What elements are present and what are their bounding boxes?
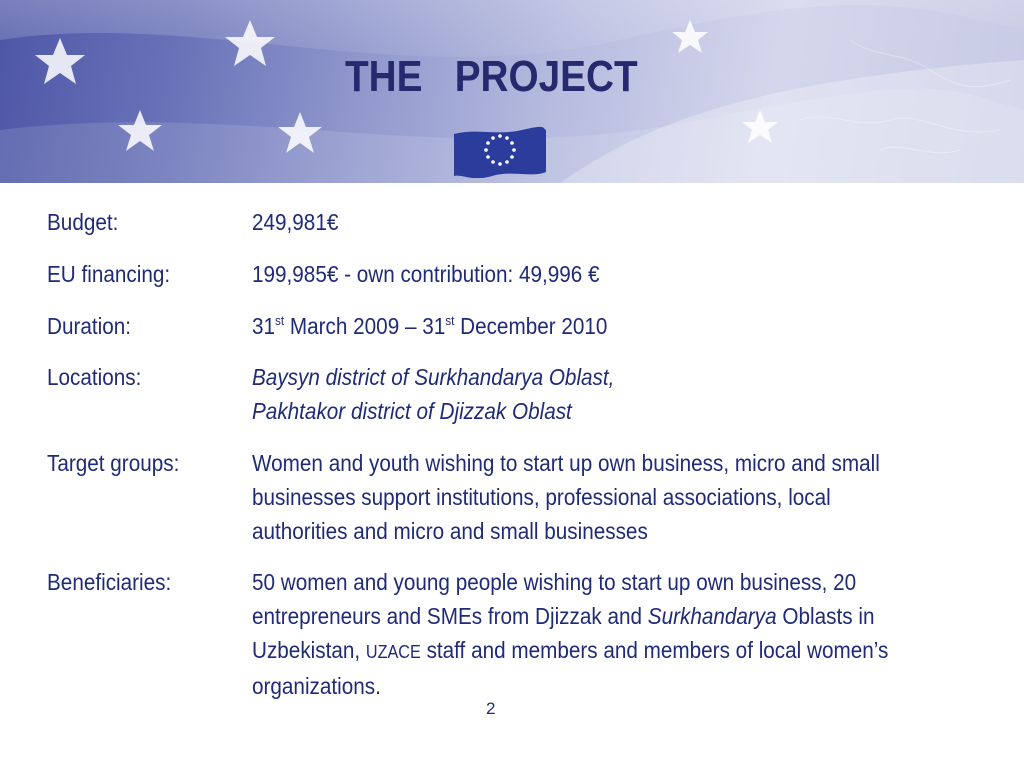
beneficiaries-line-3-text: Uzbekistan, xyxy=(252,637,366,663)
eu-financing-value: 199,985€ - own contribution: 49,996 € xyxy=(252,261,600,287)
target-groups-line-2: businesses support institutions, professional associations, local xyxy=(252,484,831,510)
region-name-italic: Surkhandarya xyxy=(647,603,777,629)
eu-financing-label: EU financing: xyxy=(47,261,171,287)
locations-label: Locations: xyxy=(47,364,142,390)
page-number: 2 xyxy=(486,699,496,718)
duration-end-day: 31 xyxy=(422,313,446,339)
beneficiaries-line-1: 50 women and young people wishing to start up own business, 20 xyxy=(252,569,857,595)
beneficiaries-line-2-end: Oblasts in xyxy=(776,603,875,629)
eu-flag-banner xyxy=(0,0,1024,183)
beneficiaries-label: Beneficiaries: xyxy=(47,569,172,595)
budget-value: 249,981€ xyxy=(252,209,339,235)
locations-value xyxy=(252,360,972,428)
organization-acronym: UZACE xyxy=(365,642,421,662)
beneficiaries-line-3-end: staff and members and members of local women’s xyxy=(420,637,889,663)
eu-flag-icon xyxy=(452,126,548,178)
beneficiaries-line-2 xyxy=(252,599,972,633)
target-groups-label: Target groups: xyxy=(47,450,180,476)
page-title: THE PROJECT xyxy=(345,52,638,101)
budget-label: Budget: xyxy=(47,209,119,235)
target-groups-line-1: Women and youth wishing to start up own business, micro and small xyxy=(252,450,880,476)
duration-end-suffix: st xyxy=(445,313,455,328)
duration-value xyxy=(252,309,972,343)
duration-start-day: 31 xyxy=(252,313,276,339)
location-line-2: Pakhtakor district of Djizzak Oblast xyxy=(252,398,572,424)
beneficiaries-line-2-text: entrepreneurs and SMEs from Djizzak and xyxy=(252,603,648,629)
location-line-1: Baysyn district of Surkhandarya Oblast, xyxy=(252,364,615,390)
beneficiaries-line-3 xyxy=(252,633,972,669)
duration-start-suffix: st xyxy=(275,313,285,328)
target-groups-line-3: authorities and micro and small businesses xyxy=(252,518,648,544)
beneficiaries-value xyxy=(252,565,972,703)
beneficiaries-line-4: organizations. xyxy=(252,673,381,699)
duration-label: Duration: xyxy=(47,313,131,339)
target-groups-value xyxy=(252,446,972,548)
duration-middle: March 2009 – xyxy=(284,313,423,339)
duration-end: December 2010 xyxy=(454,313,608,339)
